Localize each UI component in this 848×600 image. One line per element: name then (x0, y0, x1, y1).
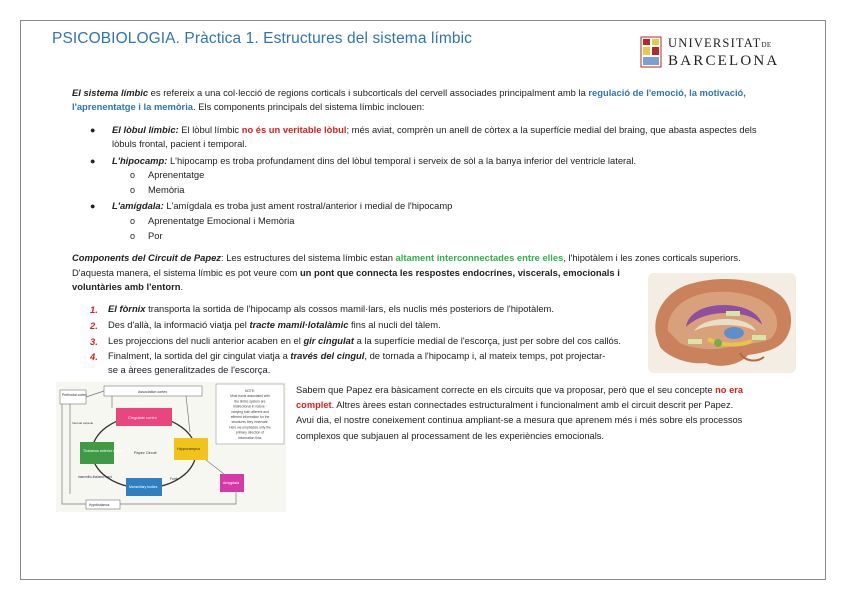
papez-highlight: altament interconnectades entre elles (395, 252, 564, 263)
circle-bullet-icon: o (130, 170, 136, 180)
papez-bold: un pont que connecta les respostes endocrines, viscerals, emocionals i (299, 267, 620, 278)
step-lead: tracte mamil·lotalàmic (249, 319, 349, 330)
page-title: PSICOBIOLOGIA. Pràctica 1. Estructures del sistema límbic (52, 30, 473, 47)
step-text: transporta la sortida de l'hipocamp als cossos mamil·lars, els nuclis més posteriors de l'hipotàlem. (145, 303, 554, 314)
circle-bullet-icon: o (130, 231, 136, 241)
bullet-icon: ● (90, 201, 96, 211)
step-number: 3. (90, 336, 98, 347)
mammillary-label: Mammillary bodies (129, 485, 158, 489)
logo-word-de: DE (761, 41, 772, 49)
circle-bullet-icon: o (130, 216, 136, 226)
item-text: El lòbul límbic (178, 124, 242, 135)
step-text: a la superfície medial de l'escorça, just per sobre del cos callós. (353, 335, 621, 346)
thalamus-label: Thalamus anterior nuclei (83, 449, 123, 453)
internal-capsule-label: Internal capsule (72, 421, 94, 425)
step-cingulum (108, 349, 648, 378)
logo-word-universitat: UNIVERSITAT (668, 36, 762, 50)
step-lead: través del cingul (290, 350, 365, 361)
intro-lead: El sistema límbic (72, 87, 149, 98)
papez-circuit-label: Papez Circuit (134, 451, 157, 455)
step-number: 1. (90, 304, 98, 315)
note-line: primary direction of (235, 430, 265, 435)
fornix-label: Fornix (170, 477, 179, 481)
step-pre: Finalment, la sortida del gir cingulat viatja a (108, 350, 291, 361)
note-line: bidirectional in nature - (233, 404, 267, 409)
prefrontal-label: Prefrontal cortex (62, 393, 87, 397)
circle-bullet-icon: o (130, 185, 136, 195)
closing-text: Sabem que Papez era bàsicament correcte en els circuits que va proposar, però que el seu concepte (296, 385, 716, 395)
step-fornix (108, 302, 638, 316)
step-text: fins al nucli del tàlem. (348, 319, 441, 330)
list-item-limbic-lobe (112, 123, 792, 152)
papez-paragraph (72, 251, 792, 265)
papez-text-3: D'aquesta manera, el sistema límbic es pot veure com (72, 267, 300, 278)
step-text: , de tornada a l'hipocamp i, al mateix temps, pot projectar- (364, 350, 606, 361)
step-text-2: se a àrees generalitzades de l'escorça. (108, 364, 271, 376)
note-line: information flow. (238, 435, 262, 440)
intro-highlight-2: l'aprenentatge i la memòria (72, 101, 194, 113)
item-label: L'amígdala: (112, 200, 164, 211)
intro-text-2: . Els components principals del sistema límbic inclouen: (193, 101, 425, 113)
intro-paragraph (72, 86, 780, 115)
logo-text (668, 36, 779, 70)
university-logo (640, 36, 790, 72)
closing-highlight: no era (715, 385, 744, 395)
papez-lead: Components del Circuit de Papez (72, 252, 221, 263)
closing-highlight-2: complet (296, 400, 332, 411)
sub-item: Aprenentatge (148, 169, 205, 180)
shield-icon (640, 36, 662, 68)
note-line: carrying both afferent and (231, 409, 269, 414)
cingulate-label: Cingulate cortex (128, 415, 157, 420)
step-lead: El fòrnix (108, 303, 146, 314)
list-item-amygdala (112, 199, 792, 213)
amygdala-label: Amygdala (223, 481, 239, 485)
papez-end: . (180, 281, 184, 293)
papez-text: : Les estructures del sistema límbic estan (220, 252, 396, 263)
step-number: 2. (90, 320, 98, 331)
papez-diagram (56, 382, 286, 512)
sub-item: Por (148, 230, 163, 241)
thalamus-box (80, 442, 114, 464)
note-line: the limbic system are (234, 399, 266, 404)
step-pre: Les projeccions del nucli anterior acaben en el (108, 335, 304, 346)
step-lead: gir cingulat (303, 335, 354, 346)
item-text-3: lòbuls frontal, pacient i temporal. (112, 138, 247, 150)
step-cingulate (108, 334, 648, 348)
papez-bold-2: voluntàries amb l'entorn (72, 281, 181, 293)
sub-item: Aprenentatge Emocional i Memòria (148, 215, 295, 226)
intro-text: es refereix a una col·lecció de regions corticals i subcorticals del cervell associades principalment amb la (148, 87, 589, 98)
item-text: L'hipocamp es troba profundament dins del lòbul temporal i serveix de sòl a la banya inferior del ventricle lateral. (167, 155, 637, 166)
bullet-icon: ● (90, 125, 96, 135)
item-label: L'hipocamp: (112, 155, 168, 166)
hippocampus-label: Hippocampus (177, 447, 201, 451)
papez-paragraph-2 (72, 266, 642, 295)
closing-paragraph (296, 383, 786, 444)
note-line: Most tracts associated with (230, 394, 270, 399)
brain-image (648, 273, 796, 373)
bullet-icon: ● (90, 156, 96, 166)
association-cortex-label: Association cortex (138, 390, 168, 394)
sub-item: Memòria (148, 184, 185, 195)
closing-text-4: complexos que subjauen al processament de les experiències emocionals. (296, 430, 605, 441)
mt-tract-label: mammillo-thalamic tract (78, 475, 112, 479)
step-number: 4. (90, 351, 98, 362)
note-line: NOTE: (244, 389, 256, 393)
item-label: El lòbul límbic: (112, 124, 179, 135)
intro-highlight: regulació de l'emoció, la motivació, (588, 87, 746, 98)
note-line: structures they innervate. (231, 420, 269, 425)
item-highlight: no és un veritable lòbul (241, 124, 347, 135)
closing-text-3: Avui dia, el nostre coneixement continua ampliant-se a mesura que aprenem més i més sobre els processos (296, 415, 743, 426)
item-text-2: ; més aviat, comprèn un anell de còrtex a la superfície medial del braing, que abasta aspectes dels (346, 124, 757, 135)
list-item-hippocampus (112, 154, 792, 168)
step-pre: Des d'allà, la informació viatja pel (108, 319, 250, 330)
hypothalamus-label: Hypothalamus (89, 503, 110, 507)
brain-illustration (648, 273, 796, 373)
note-line: efferent information for the (230, 415, 270, 419)
papez-text-2: , l'hipotàlem i les zones corticals superiors. (563, 252, 741, 263)
logo-word-barcelona: BARCELONA (668, 53, 780, 69)
closing-text-2: . Altres àrees estan connectades estructuralment i funcionalment amb el circuit descrit per Papez. (331, 400, 734, 411)
item-text: L'amígdala es troba just ament rostral/anterior i medial de l'hipocamp (163, 200, 453, 211)
step-mammillothalamic (108, 318, 638, 332)
note-line: Here we emphasize only the (229, 425, 271, 430)
